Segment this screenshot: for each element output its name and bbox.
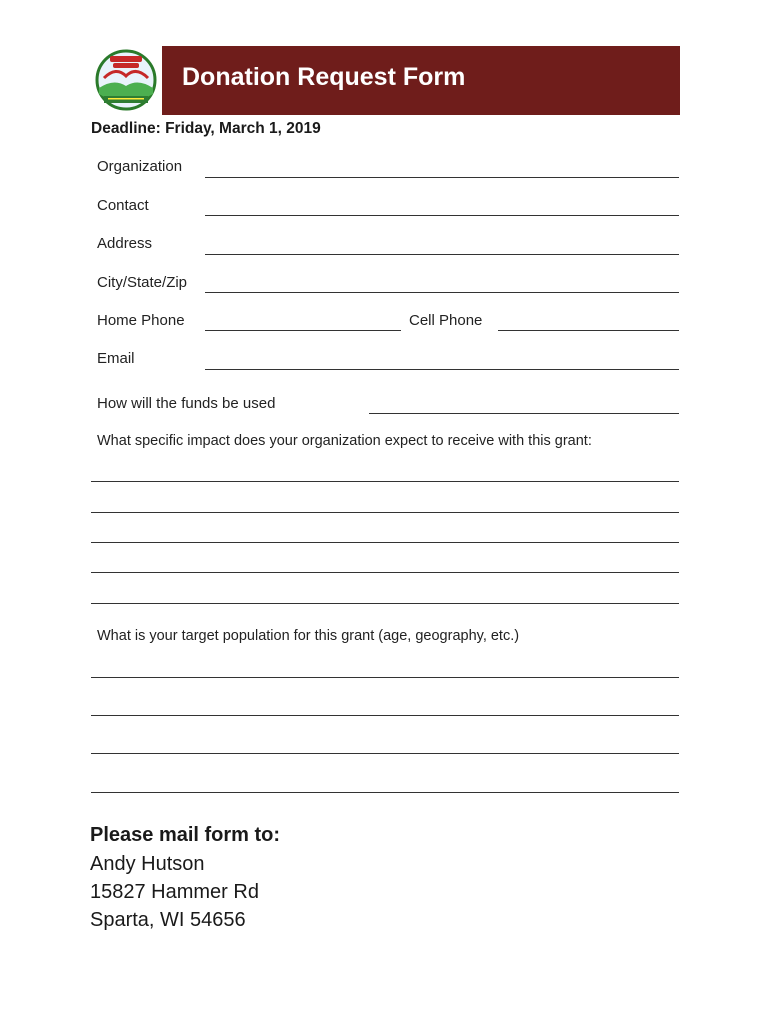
contact-label: Contact [97,197,149,214]
deadline-text: Deadline: Friday, March 1, 2019 [91,120,321,137]
mail-title: Please mail form to: [90,824,281,846]
organization-label: Organization [97,158,183,175]
impact-answer-line[interactable] [91,542,679,543]
impact-question: What specific impact does your organization expect to receive with this grant: [97,433,592,449]
mail-name: Andy Hutson [90,853,205,875]
target-population-question: What is your target population for this grant (age, geography, etc.) [97,628,520,644]
logo [90,46,162,115]
city-state-zip-label: City/State/Zip [97,274,188,291]
city-state-zip-field[interactable] [205,292,679,293]
mail-city: Sparta, WI 54656 [90,909,246,931]
address-label: Address [97,235,153,252]
contact-field[interactable] [205,215,679,216]
cell-phone-label: Cell Phone [409,312,483,329]
home-phone-field[interactable] [205,330,401,331]
target-population-answer-line[interactable] [91,715,679,716]
impact-answer-line[interactable] [91,481,679,482]
email-label: Email [97,350,135,367]
organization-logo-icon [94,48,158,112]
target-population-answer-line[interactable] [91,677,679,678]
address-field[interactable] [205,254,679,255]
page-title: Donation Request Form [182,63,466,91]
impact-answer-line[interactable] [91,512,679,513]
impact-answer-line[interactable] [91,572,679,573]
mail-street: 15827 Hammer Rd [90,881,259,903]
target-population-answer-line[interactable] [91,753,679,754]
home-phone-label: Home Phone [97,312,185,329]
email-field[interactable] [205,369,679,370]
funds-use-label: How will the funds be used [97,395,276,412]
impact-answer-line[interactable] [91,603,679,604]
funds-use-field[interactable] [369,413,679,414]
target-population-answer-line[interactable] [91,792,679,793]
organization-field[interactable] [205,177,679,178]
cell-phone-field[interactable] [498,330,679,331]
